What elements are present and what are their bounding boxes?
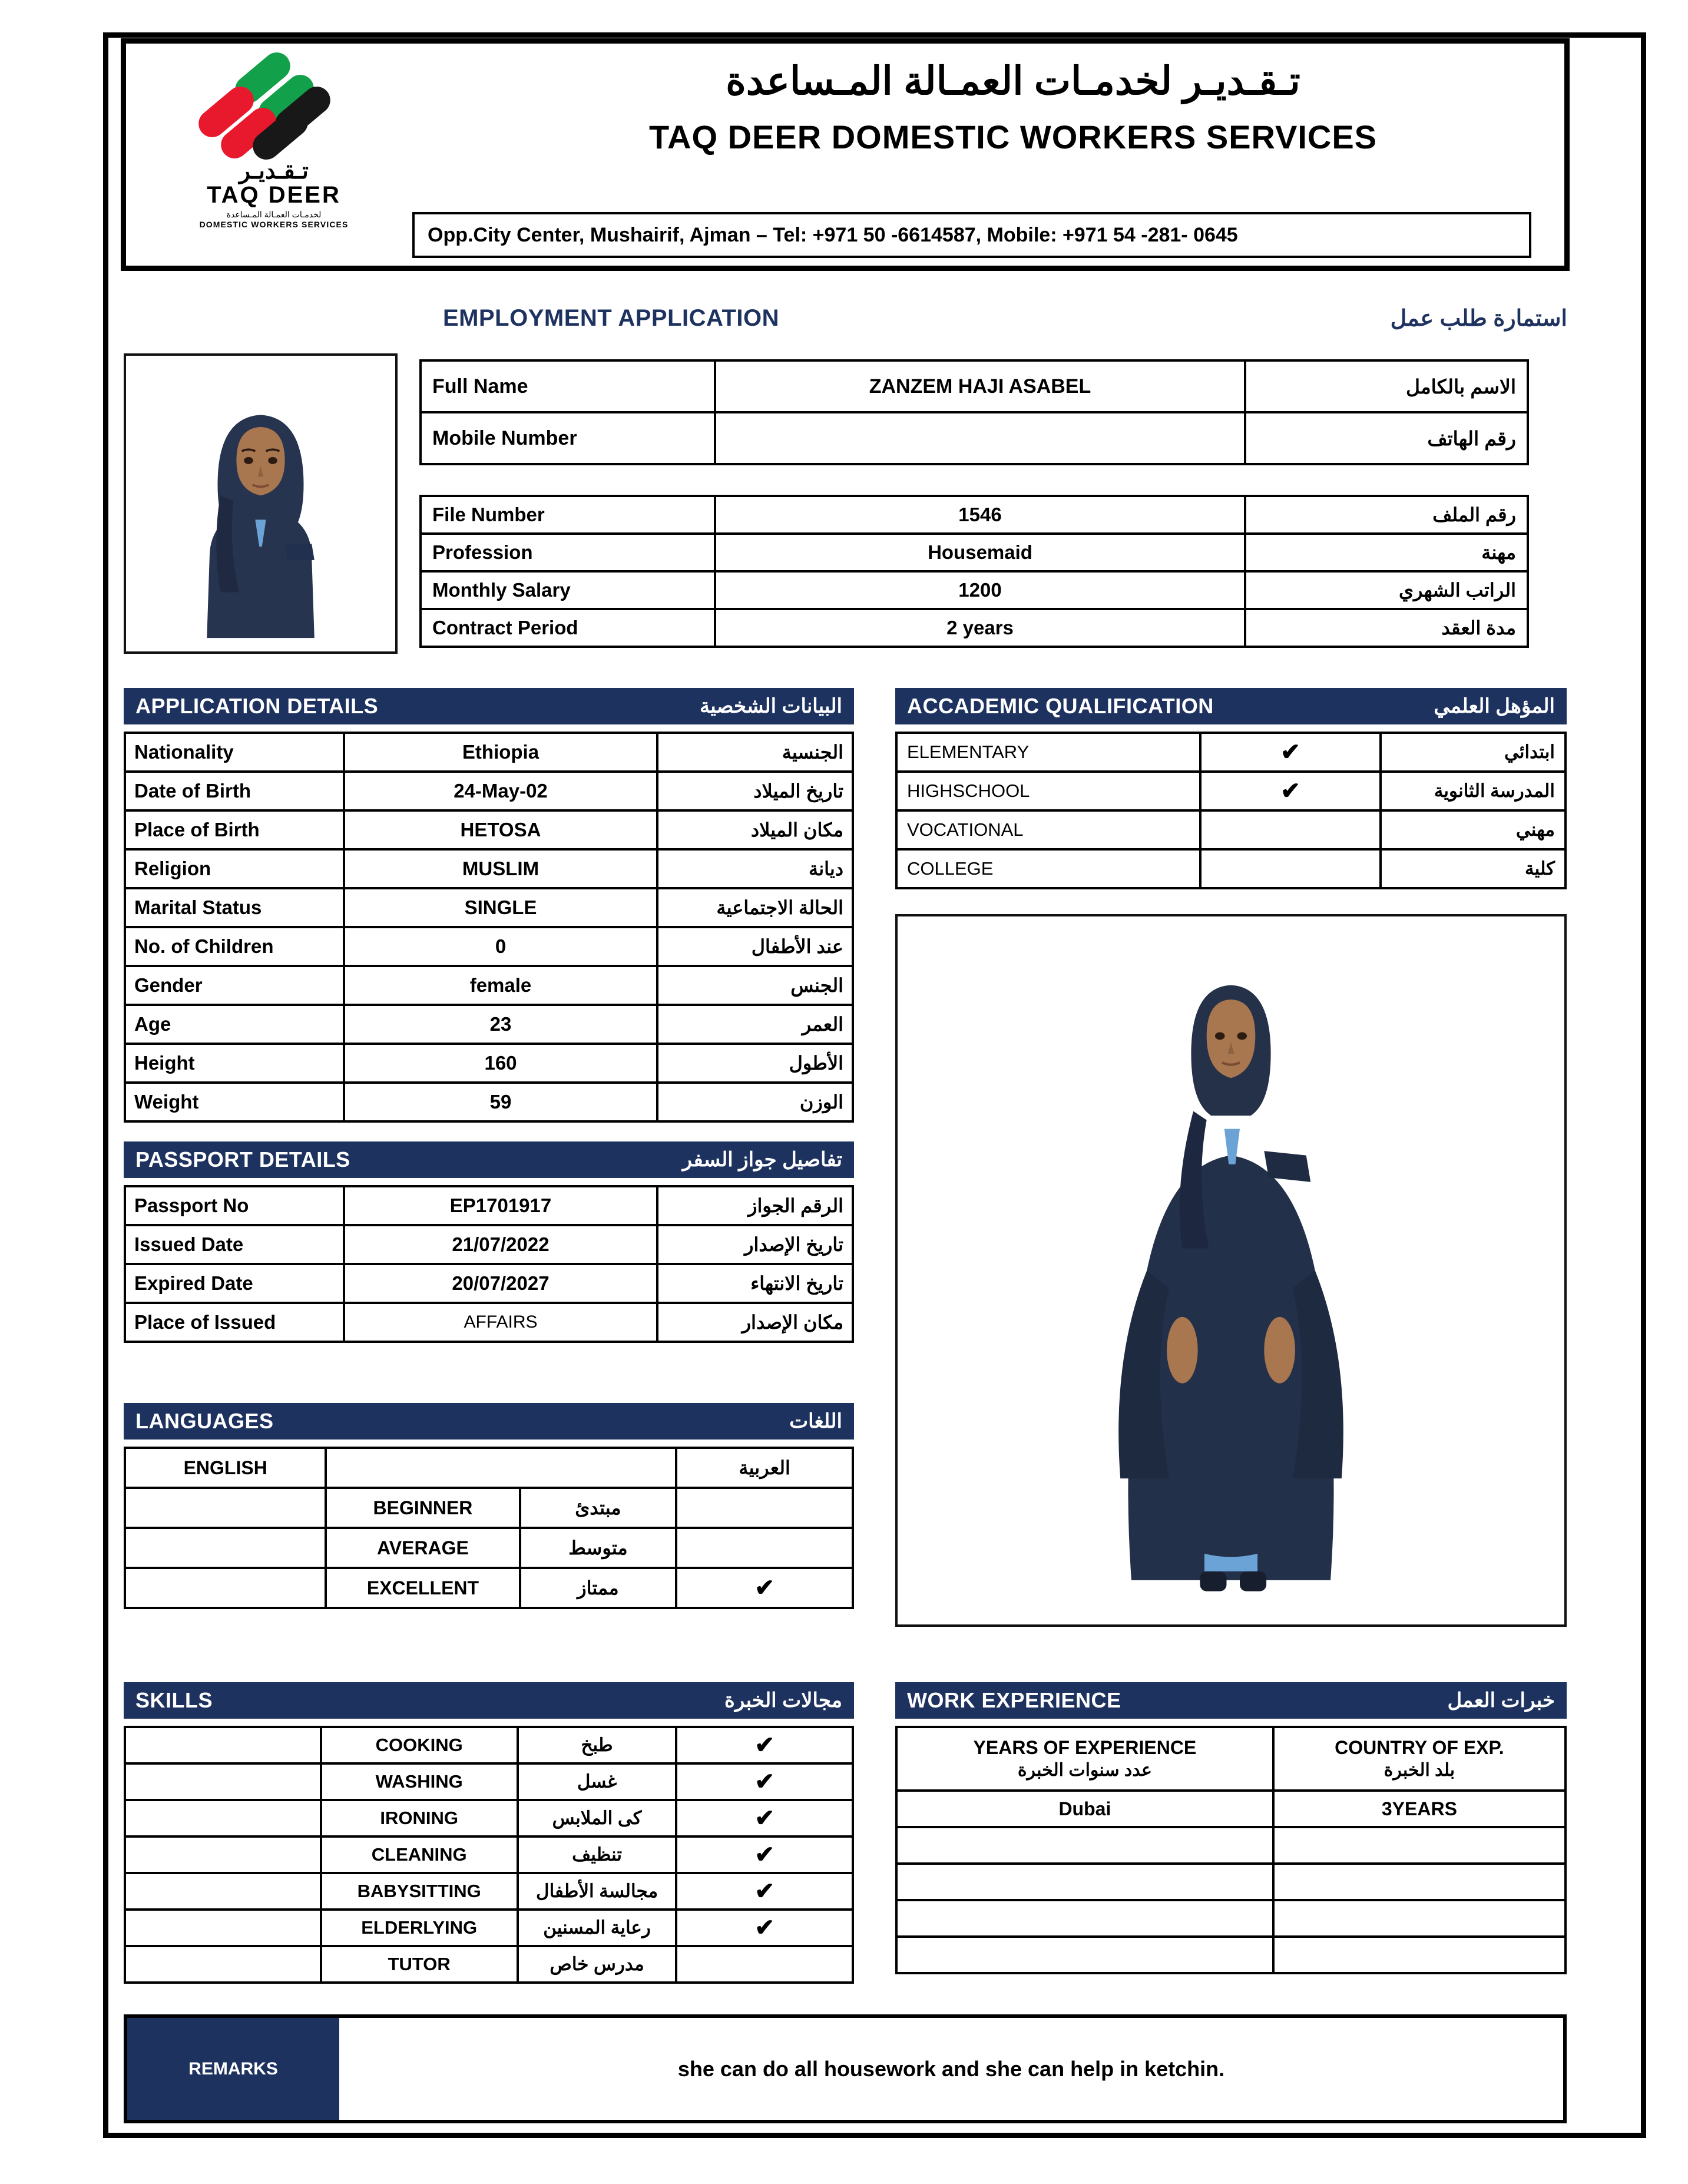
form-title-arabic: استمارة طلب عمل <box>1390 306 1567 331</box>
table-row <box>896 733 1565 772</box>
skill-empty-cell <box>125 1910 321 1946</box>
row-label-arabic: تاريخ الميلاد <box>657 772 853 810</box>
logo-arabic-subtitle: لخدمـات العمـالة المـساعدة <box>226 210 322 219</box>
row-label-arabic: تاريخ الإصدار <box>657 1225 853 1264</box>
table-row <box>125 1225 853 1264</box>
skills-table <box>124 1726 854 1984</box>
row-label-arabic: ابتدائي <box>1381 733 1565 772</box>
table-row <box>421 534 1528 571</box>
row-label: VOCATIONAL <box>896 810 1200 849</box>
portrait-illustration <box>126 356 395 651</box>
row-label: Contract Period <box>421 609 715 647</box>
checkmark-icon: ✔ <box>1200 733 1381 772</box>
checkmark-icon: ✔ <box>1200 772 1381 810</box>
table-row <box>125 733 853 772</box>
row-label: Mobile Number <box>421 412 715 464</box>
section-header-application-details <box>124 688 854 724</box>
company-title-arabic: تـقـديـر لخدمـات العمـالة المـساعدة <box>726 59 1300 102</box>
checkmark-icon: ✔ <box>676 1727 853 1763</box>
row-label: Height <box>125 1044 344 1083</box>
passport-details-table <box>124 1185 854 1343</box>
table-row <box>125 1910 853 1946</box>
applicant-passport-photo <box>124 353 398 654</box>
table-row <box>125 1836 853 1873</box>
table-row <box>896 772 1565 810</box>
row-label-arabic: رقم الملف <box>1245 496 1528 534</box>
language-level-ar: ممتاز <box>520 1568 677 1608</box>
skill-name-ar: تنظيف <box>518 1836 677 1873</box>
table-row <box>125 1528 853 1568</box>
logo-arabic-name: تـقـديـر <box>239 158 309 184</box>
row-label-arabic: رقم الهاتف <box>1245 412 1528 464</box>
table-row <box>896 1900 1565 1937</box>
row-label-arabic: مهنة <box>1245 534 1528 571</box>
row-value: 160 <box>344 1044 657 1083</box>
work-years-value <box>896 1864 1273 1900</box>
section-title-ar: المؤهل العلمي <box>1434 695 1555 717</box>
row-label-arabic: كلية <box>1381 849 1565 888</box>
row-value: Ethiopia <box>344 733 657 772</box>
table-row <box>421 571 1528 609</box>
section-title-ar: اللغات <box>789 1410 842 1432</box>
row-value: ZANZEM HAJI ASABEL <box>715 360 1245 412</box>
application-details-table <box>124 732 854 1123</box>
row-label-arabic: الجنس <box>657 966 853 1005</box>
remarks-text: she can do all housework and she can help in ketchin. <box>339 2018 1563 2120</box>
row-label-arabic: الرقم الجواز <box>657 1186 853 1225</box>
section-title-ar: تفاصيل جواز السفر <box>682 1149 842 1171</box>
table-row <box>125 1083 853 1121</box>
language-arabic-label: العربية <box>676 1448 853 1488</box>
work-years-value <box>896 1827 1273 1864</box>
row-value: 20/07/2027 <box>344 1264 657 1303</box>
table-row <box>896 810 1565 849</box>
logo-capsules <box>177 56 371 156</box>
row-value: 2 years <box>715 609 1245 647</box>
applicant-full-body-photo <box>895 914 1567 1627</box>
table-row <box>125 1873 853 1910</box>
table-row <box>125 1264 853 1303</box>
language-english-label: ENGLISH <box>125 1448 326 1488</box>
row-label-arabic: مكان الميلاد <box>657 810 853 849</box>
row-value: 24-May-02 <box>344 772 657 810</box>
row-label-arabic: الحالة الاجتماعية <box>657 888 853 927</box>
row-label: Passport No <box>125 1186 344 1225</box>
row-label-arabic: عند الأطفال <box>657 927 853 966</box>
row-label: Religion <box>125 849 344 888</box>
row-label: Place of Birth <box>125 810 344 849</box>
table-row <box>125 1800 853 1836</box>
row-value: SINGLE <box>344 888 657 927</box>
work-country-value <box>1273 1937 1565 1973</box>
checkmark-icon <box>1200 849 1381 888</box>
row-label-arabic: الجنسية <box>657 733 853 772</box>
row-label-arabic: تاريخ الانتهاء <box>657 1264 853 1303</box>
skill-name-ar: رعاية المسنين <box>518 1910 677 1946</box>
skill-name-ar: غسل <box>518 1763 677 1800</box>
table-row <box>125 1303 853 1342</box>
row-label-arabic: الراتب الشهري <box>1245 571 1528 609</box>
languages-table <box>124 1447 854 1609</box>
table-row <box>896 1727 1565 1791</box>
checkmark-icon: ✔ <box>676 1568 853 1608</box>
work-col-header-country: COUNTRY OF EXP. بلد الخبرة <box>1273 1727 1565 1791</box>
table-row <box>896 1937 1565 1973</box>
language-spacer <box>326 1448 676 1488</box>
section-header-work-experience <box>895 1682 1567 1719</box>
skill-name-ar: مدرس خاص <box>518 1946 677 1983</box>
form-title-english: EMPLOYMENT APPLICATION <box>443 305 779 331</box>
table-row <box>125 772 853 810</box>
table-row <box>125 1005 853 1044</box>
table-row <box>421 496 1528 534</box>
table-row <box>125 966 853 1005</box>
section-header-languages <box>124 1403 854 1440</box>
section-title-en: LANGUAGES <box>135 1409 274 1433</box>
work-country-value: 3YEARS <box>1273 1791 1565 1827</box>
section-title-en: WORK EXPERIENCE <box>907 1688 1121 1712</box>
row-label: Profession <box>421 534 715 571</box>
language-empty-cell <box>125 1488 326 1528</box>
row-label-arabic: الوزن <box>657 1083 853 1121</box>
skill-name-ar: مجالسة الأطفال <box>518 1873 677 1910</box>
row-value: HETOSA <box>344 810 657 849</box>
row-label: Age <box>125 1005 344 1044</box>
table-row <box>125 1044 853 1083</box>
row-label-arabic: الاسم بالكامل <box>1245 360 1528 412</box>
table-row <box>896 1791 1565 1827</box>
row-value <box>715 412 1245 464</box>
skill-empty-cell <box>125 1946 321 1983</box>
row-label: Full Name <box>421 360 715 412</box>
table-row <box>421 360 1528 412</box>
table-row <box>125 1186 853 1225</box>
table-row <box>125 1568 853 1608</box>
language-level-en: EXCELLENT <box>326 1568 519 1608</box>
table-row <box>125 1727 853 1763</box>
section-title-en: SKILLS <box>135 1688 213 1712</box>
company-address: Opp.City Center, Mushairif, Ajman – Tel: +971 50 -6614587, Mobile: +971 54 -281- 0645 <box>412 212 1531 258</box>
table-row <box>896 1864 1565 1900</box>
table-row <box>125 888 853 927</box>
table-row <box>896 1827 1565 1864</box>
skill-name-ar: طبخ <box>518 1727 677 1763</box>
table-row <box>125 1488 853 1528</box>
row-label: Issued Date <box>125 1225 344 1264</box>
company-logo <box>177 56 371 250</box>
row-label: Nationality <box>125 733 344 772</box>
row-value: EP1701917 <box>344 1186 657 1225</box>
section-header-skills <box>124 1682 854 1719</box>
row-label-arabic: مكان الإصدار <box>657 1303 853 1342</box>
table-row <box>125 849 853 888</box>
section-title-en: APPLICATION DETAILS <box>135 694 379 718</box>
row-label: Monthly Salary <box>421 571 715 609</box>
skill-name-en: TUTOR <box>321 1946 518 1983</box>
checkmark-icon <box>676 1946 853 1983</box>
skill-name-ar: كى الملابس <box>518 1800 677 1836</box>
row-label: No. of Children <box>125 927 344 966</box>
checkmark-icon <box>676 1488 853 1528</box>
logo-english-name: TAQ DEER <box>207 182 341 208</box>
row-label-arabic: الأطول <box>657 1044 853 1083</box>
row-label-arabic: العمر <box>657 1005 853 1044</box>
row-label: Place of Issued <box>125 1303 344 1342</box>
skill-name-en: COOKING <box>321 1727 518 1763</box>
checkmark-icon: ✔ <box>676 1910 853 1946</box>
skill-name-en: ELDERLYING <box>321 1910 518 1946</box>
section-header-passport-details <box>124 1141 854 1178</box>
row-label: Weight <box>125 1083 344 1121</box>
table-row <box>125 927 853 966</box>
language-empty-cell <box>125 1568 326 1608</box>
language-level-ar: متوسط <box>520 1528 677 1568</box>
work-years-value <box>896 1900 1273 1937</box>
row-label-arabic: مهني <box>1381 810 1565 849</box>
table-row <box>125 1448 853 1488</box>
row-value: female <box>344 966 657 1005</box>
row-value: 1546 <box>715 496 1245 534</box>
remarks-label: REMARKS <box>127 2018 339 2120</box>
language-level-en: BEGINNER <box>326 1488 519 1528</box>
row-label: Gender <box>125 966 344 1005</box>
academic-qualification-table <box>895 732 1567 889</box>
row-label: COLLEGE <box>896 849 1200 888</box>
skill-name-en: IRONING <box>321 1800 518 1836</box>
skill-empty-cell <box>125 1836 321 1873</box>
table-row <box>421 609 1528 647</box>
table-row <box>125 1946 853 1983</box>
row-value: MUSLIM <box>344 849 657 888</box>
row-label: Date of Birth <box>125 772 344 810</box>
section-title-en: ACCADEMIC QUALIFICATION <box>907 694 1214 718</box>
company-title-english: TAQ DEER DOMESTIC WORKERS SERVICES <box>648 118 1378 155</box>
checkmark-icon: ✔ <box>676 1763 853 1800</box>
logo-english-subtitle: DOMESTIC WORKERS SERVICES <box>199 220 349 229</box>
section-title-ar: البيانات الشخصية <box>699 695 842 717</box>
work-experience-table <box>895 1726 1567 1974</box>
checkmark-icon: ✔ <box>676 1836 853 1873</box>
row-label: HIGHSCHOOL <box>896 772 1200 810</box>
skill-empty-cell <box>125 1727 321 1763</box>
row-label: ELEMENTARY <box>896 733 1200 772</box>
row-value: 21/07/2022 <box>344 1225 657 1264</box>
table-row <box>896 849 1565 888</box>
work-col-header-years: YEARS OF EXPERIENCE عدد سنوات الخبرة <box>896 1727 1273 1791</box>
skill-empty-cell <box>125 1873 321 1910</box>
table-row <box>125 810 853 849</box>
work-years-value <box>896 1937 1273 1973</box>
work-country-value <box>1273 1827 1565 1864</box>
section-title-ar: مجالات الخبرة <box>724 1689 842 1712</box>
table-row <box>421 412 1528 464</box>
table-row <box>125 1763 853 1800</box>
row-value: AFFAIRS <box>344 1303 657 1342</box>
language-empty-cell <box>125 1528 326 1568</box>
row-value: 0 <box>344 927 657 966</box>
language-level-ar: مبتدئ <box>520 1488 677 1528</box>
file-info-table <box>419 495 1529 648</box>
skill-name-en: CLEANING <box>321 1836 518 1873</box>
row-value: 59 <box>344 1083 657 1121</box>
checkmark-icon <box>1200 810 1381 849</box>
skill-empty-cell <box>125 1763 321 1800</box>
work-country-value <box>1273 1864 1565 1900</box>
section-header-academic-qualification <box>895 688 1567 724</box>
row-value: Housemaid <box>715 534 1245 571</box>
language-level-en: AVERAGE <box>326 1528 519 1568</box>
skill-name-en: WASHING <box>321 1763 518 1800</box>
work-country-value <box>1273 1900 1565 1937</box>
section-title-ar: خبرات العمل <box>1447 1689 1555 1712</box>
checkmark-icon <box>676 1528 853 1568</box>
section-title-en: PASSPORT DETAILS <box>135 1147 350 1172</box>
skill-empty-cell <box>125 1800 321 1836</box>
row-label: File Number <box>421 496 715 534</box>
checkmark-icon: ✔ <box>676 1873 853 1910</box>
row-label: Marital Status <box>125 888 344 927</box>
row-value: 1200 <box>715 571 1245 609</box>
full-body-illustration <box>898 916 1564 1624</box>
row-value: 23 <box>344 1005 657 1044</box>
row-label-arabic: ديانة <box>657 849 853 888</box>
remarks-block <box>124 2014 1567 2123</box>
row-label-arabic: مدة العقد <box>1245 609 1528 647</box>
work-years-value: Dubai <box>896 1791 1273 1827</box>
identity-table <box>419 359 1529 465</box>
row-label-arabic: المدرسة الثانوية <box>1381 772 1565 810</box>
row-label: Expired Date <box>125 1264 344 1303</box>
checkmark-icon: ✔ <box>676 1800 853 1836</box>
skill-name-en: BABYSITTING <box>321 1873 518 1910</box>
